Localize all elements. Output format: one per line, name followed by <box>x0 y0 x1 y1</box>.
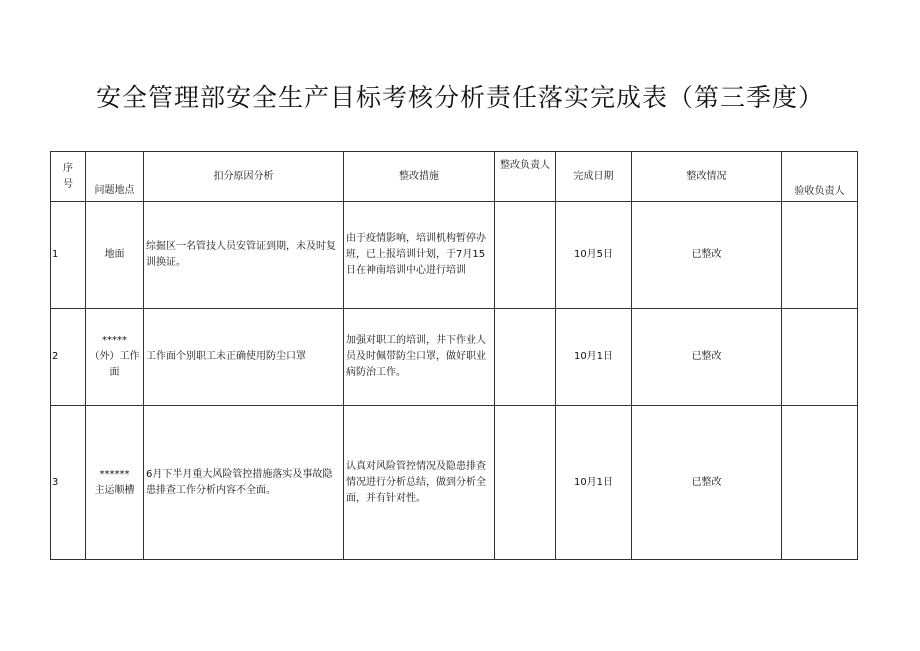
row-location-line1: 地面 <box>104 249 125 260</box>
table-row <box>51 406 858 560</box>
assessment-table <box>50 151 858 560</box>
row-date: 10月1日 <box>556 406 632 560</box>
header-measure: 整改措施 <box>344 152 495 202</box>
row-status: 已整改 <box>632 309 782 406</box>
header-acceptor: 验收负责人 <box>782 152 858 202</box>
row-location <box>86 309 144 406</box>
row-measure: 加强对职工的培训，井下作业人员及时佩带防尘口罩，做好职业病防治工作。 <box>344 309 495 406</box>
row-responsible <box>495 309 556 406</box>
row-seq: 3 <box>51 406 86 560</box>
table-header-row <box>51 152 858 202</box>
header-seq-line1: 序 <box>63 162 73 174</box>
header-status: 整改情况 <box>632 152 782 202</box>
row-date: 10月5日 <box>556 202 632 309</box>
row-reason: 综掘区一名管技人员安管证到期，未及时复训换证。 <box>144 202 344 309</box>
row-seq: 2 <box>51 309 86 406</box>
row-location <box>86 406 144 560</box>
row-seq: 1 <box>51 202 86 309</box>
header-seq-line2: 号 <box>63 178 73 190</box>
document-title: 安全管理部安全生产目标考核分析责任落实完成表（第三季度） <box>95 83 824 112</box>
row-responsible <box>495 202 556 309</box>
row-location-line2: 主运顺槽 <box>94 484 135 496</box>
row-responsible <box>495 406 556 560</box>
row-reason: 6月下半月重大风险管控措施落实及事故隐患排查工作分析内容不全面。 <box>144 406 344 560</box>
table-row <box>51 309 858 406</box>
row-acceptor <box>782 202 858 309</box>
row-reason: 工作面个别职工未正确使用防尘口罩 <box>144 309 344 406</box>
row-location-line2: （外）工作面 <box>89 351 140 378</box>
row-status: 已整改 <box>632 406 782 560</box>
row-date: 10月1日 <box>556 309 632 406</box>
row-location-line1: ***** <box>102 335 127 346</box>
header-reason: 扣分原因分析 <box>144 152 344 202</box>
row-acceptor <box>782 309 858 406</box>
table-row <box>51 202 858 309</box>
header-location: 问题地点 <box>86 152 144 202</box>
header-responsible: 整改负责人 <box>495 152 556 202</box>
row-measure: 由于疫情影响，培训机构暂停办班，已上报培训计划，于7月15日在神南培训中心进行培训 <box>344 202 495 309</box>
row-location <box>86 202 144 309</box>
row-location-line1: ****** <box>99 468 130 480</box>
header-seq <box>51 152 86 202</box>
row-status: 已整改 <box>632 202 782 309</box>
row-measure: 认真对风险管控情况及隐患排查情况进行分析总结，做到分析全面，并有针对性。 <box>344 406 495 560</box>
header-date: 完成日期 <box>556 152 632 202</box>
row-acceptor <box>782 406 858 560</box>
